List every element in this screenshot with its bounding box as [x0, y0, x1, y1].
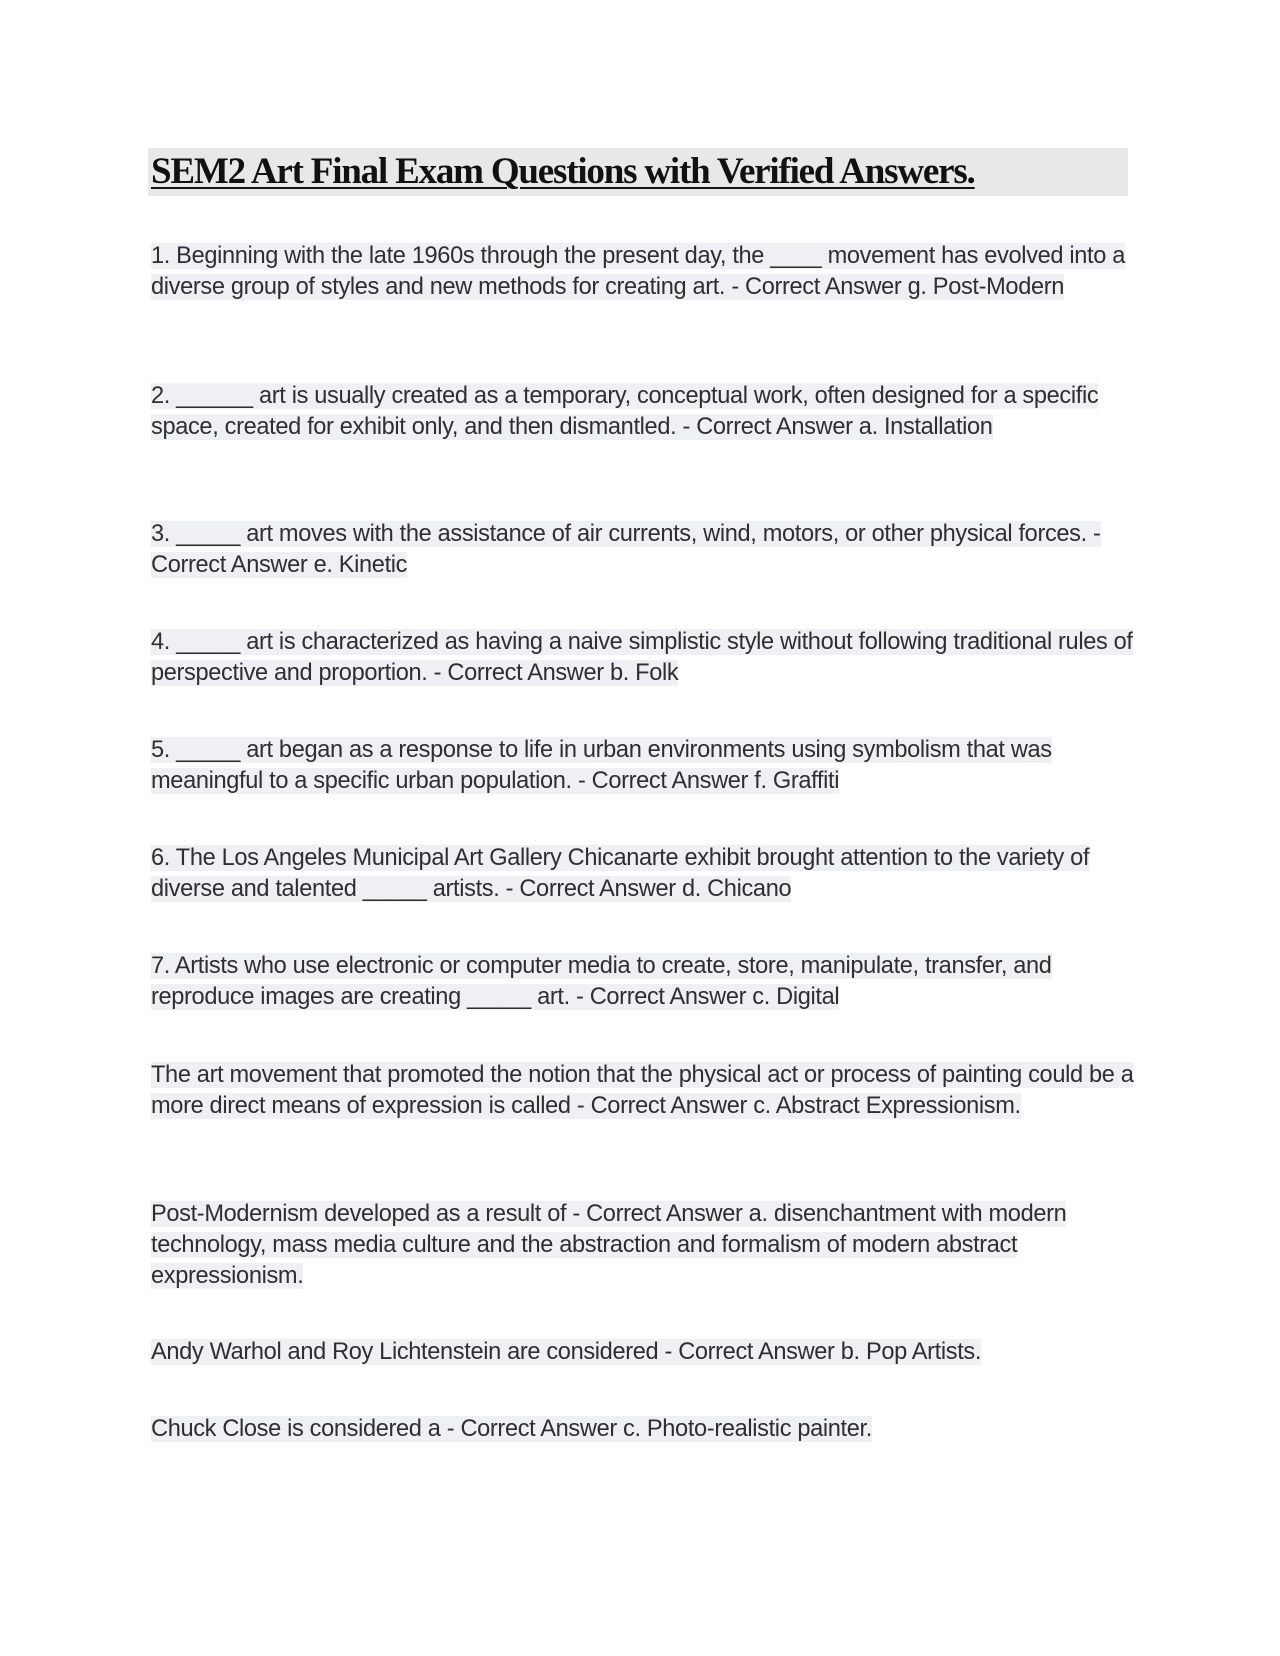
- question-item-6: [151, 843, 1136, 905]
- question-text: 3. _____ art moves with the assistance of air currents, wind, motors, or other physical forces. - Correct Answer e. Kinetic: [151, 521, 1101, 578]
- question-item-8: [151, 1060, 1136, 1122]
- question-item-2: [151, 381, 1136, 443]
- question-text: Chuck Close is considered a - Correct Answer c. Photo-realistic painter.: [151, 1416, 872, 1442]
- page-title: SEM2 Art Final Exam Questions with Verified Answers.: [151, 151, 975, 192]
- question-text: 5. _____ art began as a response to life in urban environments using symbolism that was meaningful to a specific urban population. - Correct Answer f. Graffiti: [151, 737, 1052, 794]
- question-item-9: [151, 1199, 1136, 1292]
- question-text: 7. Artists who use electronic or computer media to create, store, manipulate, transfer, and reproduce images are creating _____ art. - Correct Answer c. Digital: [151, 953, 1052, 1010]
- question-item-7: [151, 951, 1136, 1013]
- question-text: 4. _____ art is characterized as having a naive simplistic style without following traditional rules of perspective and proportion. - Correct Answer b. Folk: [151, 629, 1133, 686]
- question-text: The art movement that promoted the notion that the physical act or process of painting could be a more direct means of expression is called - Correct Answer c. Abstract Expressionism.: [151, 1062, 1134, 1119]
- question-item-5: [151, 735, 1136, 797]
- question-item-3: [151, 519, 1136, 581]
- question-text: 6. The Los Angeles Municipal Art Gallery Chicanarte exhibit brought attention to the variety of diverse and talented _____ artists. - Correct Answer d. Chicano: [151, 845, 1090, 902]
- question-text: Post-Modernism developed as a result of - Correct Answer a. disenchantment with modern technology, mass media culture and the abstraction and formalism of modern abstract expressionism.: [151, 1201, 1067, 1289]
- question-text: 1. Beginning with the late 1960s through the present day, the ____ movement has evolved into a diverse group of styles and new methods for creating art. - Correct Answer g. Post-Modern: [151, 243, 1126, 300]
- question-item-4: [151, 627, 1136, 689]
- question-text: Andy Warhol and Roy Lichtenstein are considered - Correct Answer b. Pop Artists.: [151, 1339, 982, 1365]
- question-item-10: [151, 1337, 1136, 1368]
- question-text: 2. ______ art is usually created as a temporary, conceptual work, often designed for a specific space, created for exhibit only, and then dismantled. - Correct Answer a. Installation: [151, 383, 1099, 440]
- question-item-11: [151, 1414, 1136, 1445]
- question-item-1: [151, 241, 1136, 303]
